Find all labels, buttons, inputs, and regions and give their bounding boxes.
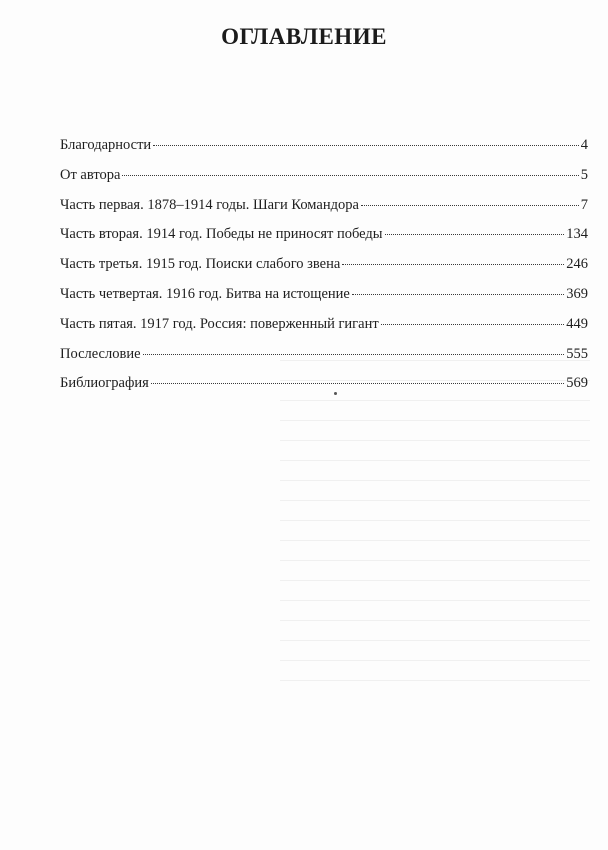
toc-entry-page: 7 [580, 196, 588, 213]
toc-entry-label: Библиография [60, 375, 149, 392]
toc-entry-label: Часть четвертая. 1916 год. Битва на истощение [60, 285, 350, 302]
toc-entry-page: 449 [566, 315, 588, 332]
toc-entry[interactable] [60, 135, 588, 165]
toc-dot-leader [385, 234, 565, 235]
ink-speck [334, 392, 337, 395]
toc-entry[interactable] [60, 195, 588, 225]
toc-dot-leader [342, 264, 564, 265]
toc-entry[interactable] [60, 284, 588, 314]
toc-entry-label: Благодарности [60, 137, 152, 153]
toc-entry-label: От автора [60, 166, 121, 183]
toc-entry-page: 134 [566, 226, 588, 243]
toc-entry-page: 555 [566, 345, 588, 362]
toc-dot-leader [352, 294, 564, 295]
toc-entry-label: Часть вторая. 1914 год. Победы не приносят победы [60, 226, 383, 243]
toc-entry-label: Часть первая. 1878–1914 годы. Шаги Командора [60, 196, 359, 213]
bleed-through-lines [280, 360, 590, 700]
toc-entry-page: 5 [580, 166, 588, 183]
toc-dot-leader [361, 205, 579, 206]
toc-entry[interactable] [60, 373, 588, 403]
toc-dot-leader [122, 175, 578, 176]
toc-dot-leader [151, 383, 564, 384]
toc-dot-leader [381, 324, 565, 325]
toc-entry[interactable] [60, 314, 588, 344]
toc-entry-label: Послесловие [60, 345, 141, 362]
toc-entry-page: 246 [566, 256, 588, 273]
toc-entry-page: 569 [566, 375, 588, 392]
toc-dot-leader [153, 145, 579, 146]
toc-entry-page: 369 [566, 285, 588, 302]
toc-entry-label: Часть пятая. 1917 год. Россия: поверженный гигант [60, 315, 379, 332]
page-title: ОГЛАВЛЕНИЕ [221, 24, 387, 49]
toc-entry[interactable] [60, 254, 588, 284]
toc-entry-page: 4 [580, 137, 588, 153]
toc-entry[interactable] [60, 165, 588, 195]
toc-entry[interactable] [60, 224, 588, 254]
toc-dot-leader [143, 354, 565, 355]
table-of-contents [60, 135, 588, 403]
toc-entry-label: Часть третья. 1915 год. Поиски слабого звена [60, 256, 341, 273]
toc-entry[interactable] [60, 344, 588, 374]
